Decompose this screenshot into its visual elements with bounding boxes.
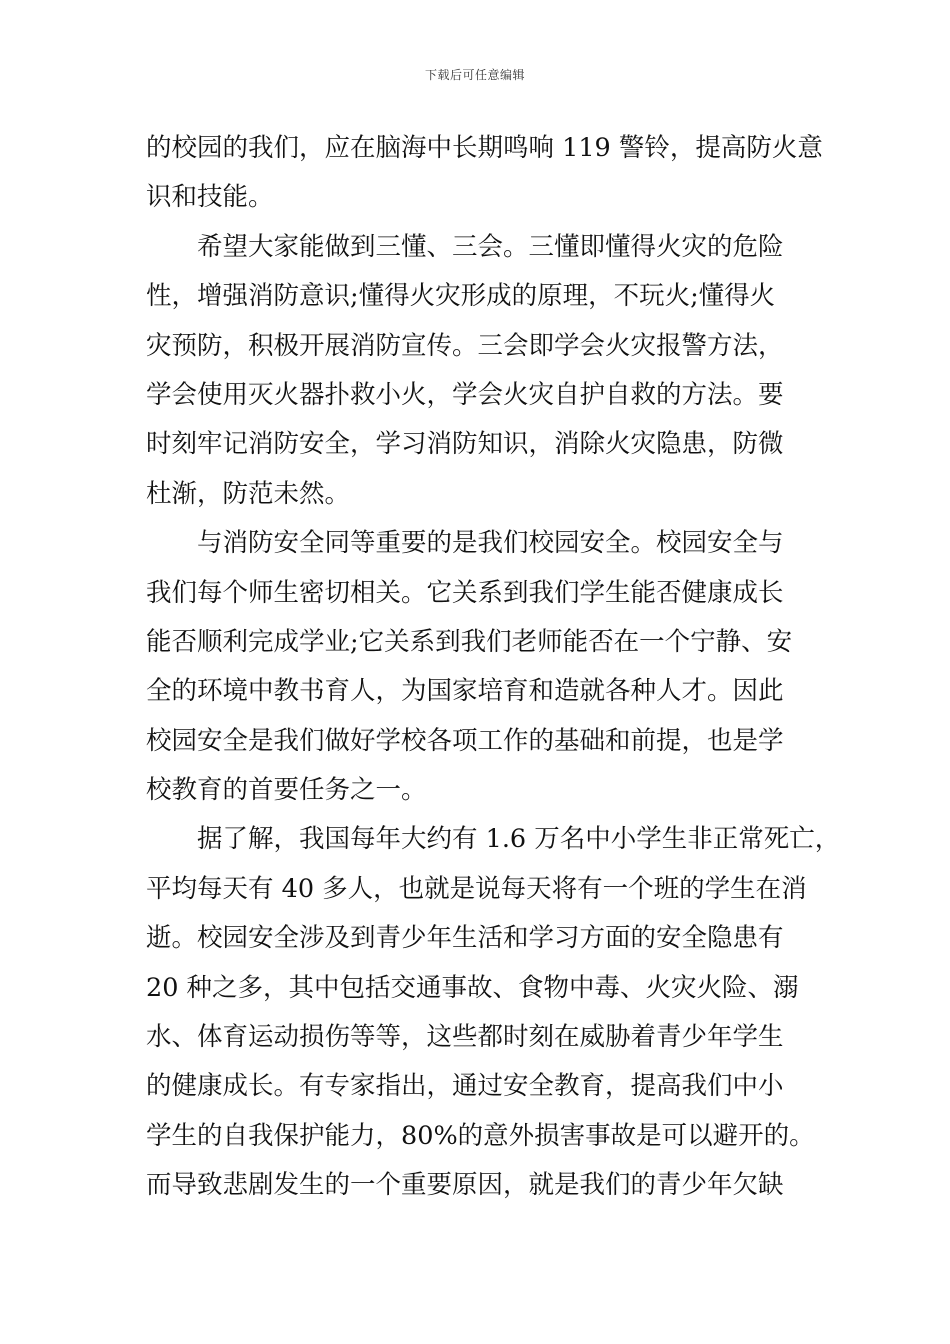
paragraph-start-line: 据了解，我国每年大约有 1.6 万名中小学生非正常死亡， [197,824,841,855]
body-text [146,124,841,1211]
text-line: 平均每天有 40 多人，也就是说每天将有一个班的学生在消 [146,873,807,904]
text-line: 水、体育运动损伤等等，这些都时刻在威胁着青少年学生 [146,1022,784,1053]
text-line: 校教育的首要任务之一。 [146,775,427,806]
paragraph-start-line: 与消防安全同等重要的是我们校园安全。校园安全与 [197,528,784,559]
text-line: 的健康成长。有专家指出，通过安全教育，提高我们中小 [146,1071,784,1102]
text-line: 的校园的我们，应在脑海中长期鸣响 119 警铃，提高防火意 [146,133,823,163]
page-header: 下载后可任意编辑 [424,68,525,82]
text-line: 学生的自我保护能力，80%的意外损害事故是可以避开的。 [146,1120,815,1151]
text-line: 识和技能。 [146,182,274,213]
text-line: 逝。校园安全涉及到青少年生活和学习方面的安全隐患有 [146,923,784,954]
text-line: 灾预防，积极开展消防宣传。三会即学会火灾报警方法， [146,330,784,361]
text-line: 时刻牢记消防安全，学习消防知识，消除火灾隐患，防微 [146,429,784,460]
paragraph-start-line: 希望大家能做到三懂、三会。三懂即懂得火灾的危险 [197,231,784,262]
text-line: 我们每个师生密切相关。它关系到我们学生能否健康成长 [146,577,784,608]
text-line: 性，增强消防意识;懂得火灾形成的原理，不玩火;懂得火 [146,281,776,312]
text-line: 全的环境中教书育人，为国家培育和造就各种人才。因此 [146,676,784,707]
text-line: 能否顺利完成学业;它关系到我们老师能否在一个宁静、安 [146,626,793,657]
text-line: 杜渐，防范未然。 [146,478,351,509]
text-line: 而导致悲剧发生的一个重要原因，就是我们的青少年欠缺 [146,1170,784,1201]
text-line: 校园安全是我们做好学校各项工作的基础和前提，也是学 [146,725,784,756]
text-line: 学会使用灭火器扑救小火，学会火灾自护自救的方法。要 [146,379,784,410]
text-line: 20 种之多，其中包括交通事故、食物中毒、火灾火险、溺 [146,972,799,1003]
